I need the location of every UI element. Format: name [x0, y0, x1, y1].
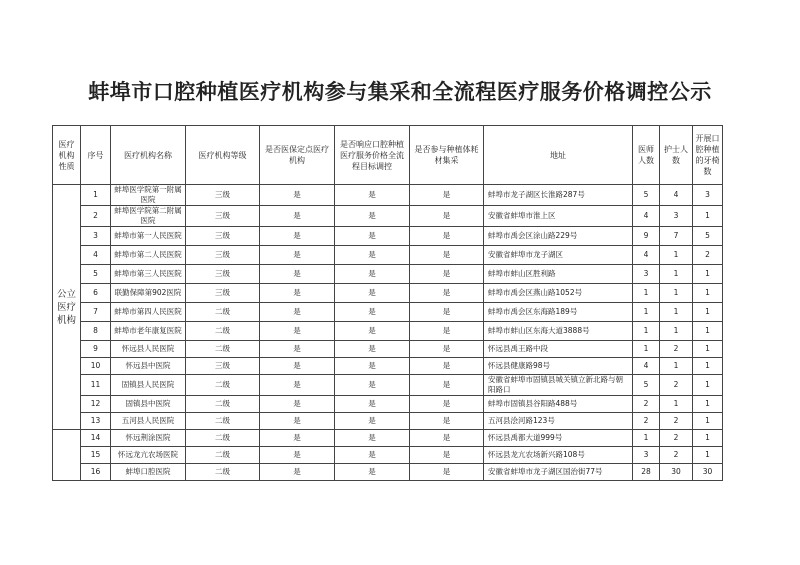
cell-nurses: 1	[660, 358, 693, 375]
cell-no: 3	[81, 227, 111, 246]
cell-nurses: 1	[660, 303, 693, 322]
cell-address: 蚌埠市固镇县谷阳路488号	[484, 396, 633, 413]
cell-level: 三级	[186, 246, 260, 265]
cell-doctors: 4	[633, 246, 660, 265]
cell-insured: 是	[260, 303, 335, 322]
cell-nurses: 1	[660, 322, 693, 341]
cell-address: 怀远县禹都大道999号	[484, 430, 633, 447]
cell-doctors: 28	[633, 464, 660, 481]
cell-level: 二级	[186, 447, 260, 464]
cell-price-control: 是	[335, 227, 410, 246]
cell-name: 固镇县人民医院	[111, 375, 186, 396]
cell-chairs: 1	[693, 375, 723, 396]
cell-no: 5	[81, 265, 111, 284]
cell-chairs: 1	[693, 447, 723, 464]
hospital-table	[52, 125, 723, 481]
cell-nurses: 30	[660, 464, 693, 481]
cell-insured: 是	[260, 464, 335, 481]
cell-name: 蚌埠口腔医院	[111, 464, 186, 481]
cell-insured: 是	[260, 206, 335, 227]
table-row	[53, 246, 723, 265]
cell-doctors: 5	[633, 375, 660, 396]
cell-level: 三级	[186, 206, 260, 227]
cell-address: 蚌埠市禹会区燕山路1052号	[484, 284, 633, 303]
cell-level: 二级	[186, 464, 260, 481]
cell-chairs: 2	[693, 246, 723, 265]
cell-no: 15	[81, 447, 111, 464]
cell-name: 怀远荆涂医院	[111, 430, 186, 447]
header-row	[53, 126, 723, 185]
category-cell-blank	[53, 430, 81, 481]
table-row	[53, 375, 723, 396]
cell-doctors: 2	[633, 396, 660, 413]
col-header-name: 医疗机构名称	[111, 126, 186, 185]
cell-level: 二级	[186, 430, 260, 447]
cell-name: 蚌埠医学院第二附属医院	[111, 206, 186, 227]
cell-insured: 是	[260, 246, 335, 265]
cell-address: 怀远县禹王路中段	[484, 341, 633, 358]
cell-doctors: 5	[633, 185, 660, 206]
cell-chairs: 1	[693, 303, 723, 322]
cell-name: 蚌埠医学院第一附属医院	[111, 185, 186, 206]
col-header-no: 序号	[81, 126, 111, 185]
cell-name: 蚌埠市第一人民医院	[111, 227, 186, 246]
cell-procurement: 是	[410, 265, 484, 284]
col-header-nature: 医疗机构性质	[53, 126, 81, 185]
cell-nurses: 1	[660, 265, 693, 284]
cell-address: 安徽省蚌埠市龙子湖区	[484, 246, 633, 265]
table-row	[53, 227, 723, 246]
cell-address: 蚌埠市龙子湖区长淮路287号	[484, 185, 633, 206]
cell-doctors: 1	[633, 430, 660, 447]
cell-procurement: 是	[410, 206, 484, 227]
cell-procurement: 是	[410, 464, 484, 481]
cell-level: 二级	[186, 396, 260, 413]
col-header-doctors: 医师人数	[633, 126, 660, 185]
cell-name: 蚌埠市第四人民医院	[111, 303, 186, 322]
cell-price-control: 是	[335, 430, 410, 447]
col-header-chairs: 开展口腔种植的牙椅数	[693, 126, 723, 185]
table-row	[53, 447, 723, 464]
cell-doctors: 3	[633, 447, 660, 464]
cell-procurement: 是	[410, 430, 484, 447]
cell-address: 怀远县健康路98号	[484, 358, 633, 375]
cell-price-control: 是	[335, 375, 410, 396]
col-header-price-control: 是否响应口腔种植医疗服务价格全流程目标调控	[335, 126, 410, 185]
cell-chairs: 30	[693, 464, 723, 481]
cell-procurement: 是	[410, 246, 484, 265]
cell-chairs: 3	[693, 185, 723, 206]
cell-doctors: 9	[633, 227, 660, 246]
cell-level: 二级	[186, 341, 260, 358]
cell-insured: 是	[260, 322, 335, 341]
cell-nurses: 4	[660, 185, 693, 206]
col-header-procurement: 是否参与种植体耗材集采	[410, 126, 484, 185]
cell-doctors: 1	[633, 303, 660, 322]
cell-price-control: 是	[335, 413, 410, 430]
table-row	[53, 430, 723, 447]
cell-no: 6	[81, 284, 111, 303]
cell-nurses: 2	[660, 375, 693, 396]
cell-nurses: 2	[660, 341, 693, 358]
cell-price-control: 是	[335, 303, 410, 322]
cell-procurement: 是	[410, 341, 484, 358]
cell-procurement: 是	[410, 303, 484, 322]
table-row	[53, 303, 723, 322]
cell-no: 4	[81, 246, 111, 265]
cell-chairs: 1	[693, 265, 723, 284]
table-row	[53, 284, 723, 303]
cell-no: 14	[81, 430, 111, 447]
cell-no: 2	[81, 206, 111, 227]
cell-level: 三级	[186, 284, 260, 303]
cell-price-control: 是	[335, 396, 410, 413]
cell-name: 蚌埠市第二人民医院	[111, 246, 186, 265]
table-row	[53, 341, 723, 358]
col-header-insured: 是否医保定点医疗机构	[260, 126, 335, 185]
table-row	[53, 464, 723, 481]
cell-nurses: 1	[660, 284, 693, 303]
cell-no: 7	[81, 303, 111, 322]
cell-no: 12	[81, 396, 111, 413]
col-header-level: 医疗机构等级	[186, 126, 260, 185]
cell-chairs: 1	[693, 341, 723, 358]
cell-address: 怀远县龙亢农场新兴路108号	[484, 447, 633, 464]
cell-no: 8	[81, 322, 111, 341]
cell-name: 怀远龙亢农场医院	[111, 447, 186, 464]
cell-nurses: 1	[660, 396, 693, 413]
cell-insured: 是	[260, 447, 335, 464]
cell-no: 9	[81, 341, 111, 358]
cell-no: 1	[81, 185, 111, 206]
cell-insured: 是	[260, 396, 335, 413]
cell-procurement: 是	[410, 396, 484, 413]
cell-insured: 是	[260, 358, 335, 375]
cell-insured: 是	[260, 413, 335, 430]
cell-procurement: 是	[410, 447, 484, 464]
cell-price-control: 是	[335, 358, 410, 375]
cell-doctors: 4	[633, 206, 660, 227]
cell-level: 三级	[186, 265, 260, 284]
cell-insured: 是	[260, 227, 335, 246]
cell-level: 二级	[186, 413, 260, 430]
cell-address: 安徽省蚌埠市固镇县城关镇立新北路与朝阳路口	[484, 375, 633, 396]
cell-nurses: 3	[660, 206, 693, 227]
cell-level: 二级	[186, 375, 260, 396]
page-title: 蚌埠市口腔种植医疗机构参与集采和全流程医疗服务价格调控公示	[88, 79, 712, 104]
cell-price-control: 是	[335, 322, 410, 341]
cell-name: 怀远县人民医院	[111, 341, 186, 358]
cell-procurement: 是	[410, 322, 484, 341]
cell-chairs: 1	[693, 284, 723, 303]
cell-doctors: 4	[633, 358, 660, 375]
cell-procurement: 是	[410, 375, 484, 396]
cell-doctors: 1	[633, 322, 660, 341]
cell-procurement: 是	[410, 358, 484, 375]
cell-price-control: 是	[335, 464, 410, 481]
table-row	[53, 185, 723, 206]
table-row	[53, 358, 723, 375]
cell-chairs: 1	[693, 396, 723, 413]
cell-address: 安徽省蚌埠市淮上区	[484, 206, 633, 227]
cell-address: 蚌埠市蚌山区胜利路	[484, 265, 633, 284]
cell-address: 蚌埠市禹会区东海路189号	[484, 303, 633, 322]
cell-address: 安徽省蚌埠市龙子湖区国治街77号	[484, 464, 633, 481]
cell-chairs: 1	[693, 358, 723, 375]
cell-insured: 是	[260, 265, 335, 284]
cell-price-control: 是	[335, 265, 410, 284]
cell-nurses: 2	[660, 447, 693, 464]
cell-doctors: 3	[633, 265, 660, 284]
cell-level: 三级	[186, 185, 260, 206]
cell-insured: 是	[260, 284, 335, 303]
cell-procurement: 是	[410, 284, 484, 303]
cell-doctors: 2	[633, 413, 660, 430]
table-row	[53, 322, 723, 341]
cell-chairs: 5	[693, 227, 723, 246]
table-row	[53, 413, 723, 430]
cell-procurement: 是	[410, 413, 484, 430]
table-row	[53, 265, 723, 284]
cell-name: 五河县人民医院	[111, 413, 186, 430]
cell-chairs: 1	[693, 413, 723, 430]
cell-insured: 是	[260, 341, 335, 358]
cell-price-control: 是	[335, 284, 410, 303]
cell-price-control: 是	[335, 447, 410, 464]
cell-chairs: 1	[693, 430, 723, 447]
cell-chairs: 1	[693, 322, 723, 341]
cell-no: 10	[81, 358, 111, 375]
cell-procurement: 是	[410, 227, 484, 246]
cell-address: 蚌埠市禹会区涂山路229号	[484, 227, 633, 246]
cell-no: 16	[81, 464, 111, 481]
cell-level: 三级	[186, 358, 260, 375]
cell-chairs: 1	[693, 206, 723, 227]
cell-doctors: 1	[633, 284, 660, 303]
cell-nurses: 7	[660, 227, 693, 246]
cell-name: 固镇县中医院	[111, 396, 186, 413]
cell-price-control: 是	[335, 185, 410, 206]
cell-price-control: 是	[335, 246, 410, 265]
cell-name: 联勤保障第902医院	[111, 284, 186, 303]
cell-address: 五河县浍河路123号	[484, 413, 633, 430]
cell-nurses: 1	[660, 246, 693, 265]
cell-nurses: 2	[660, 430, 693, 447]
cell-level: 二级	[186, 322, 260, 341]
cell-insured: 是	[260, 375, 335, 396]
cell-name: 蚌埠市老年康复医院	[111, 322, 186, 341]
category-cell: 公立医疗机构	[53, 185, 81, 430]
cell-no: 13	[81, 413, 111, 430]
cell-price-control: 是	[335, 206, 410, 227]
cell-insured: 是	[260, 185, 335, 206]
cell-insured: 是	[260, 430, 335, 447]
cell-procurement: 是	[410, 185, 484, 206]
cell-doctors: 1	[633, 341, 660, 358]
table-row	[53, 206, 723, 227]
cell-level: 三级	[186, 227, 260, 246]
table-row	[53, 396, 723, 413]
cell-no: 11	[81, 375, 111, 396]
cell-price-control: 是	[335, 341, 410, 358]
cell-address: 蚌埠市蚌山区东海大道3888号	[484, 322, 633, 341]
cell-level: 二级	[186, 303, 260, 322]
cell-name: 蚌埠市第三人民医院	[111, 265, 186, 284]
col-header-address: 地址	[484, 126, 633, 185]
cell-name: 怀远县中医院	[111, 358, 186, 375]
cell-nurses: 2	[660, 413, 693, 430]
col-header-nurses: 护士人数	[660, 126, 693, 185]
